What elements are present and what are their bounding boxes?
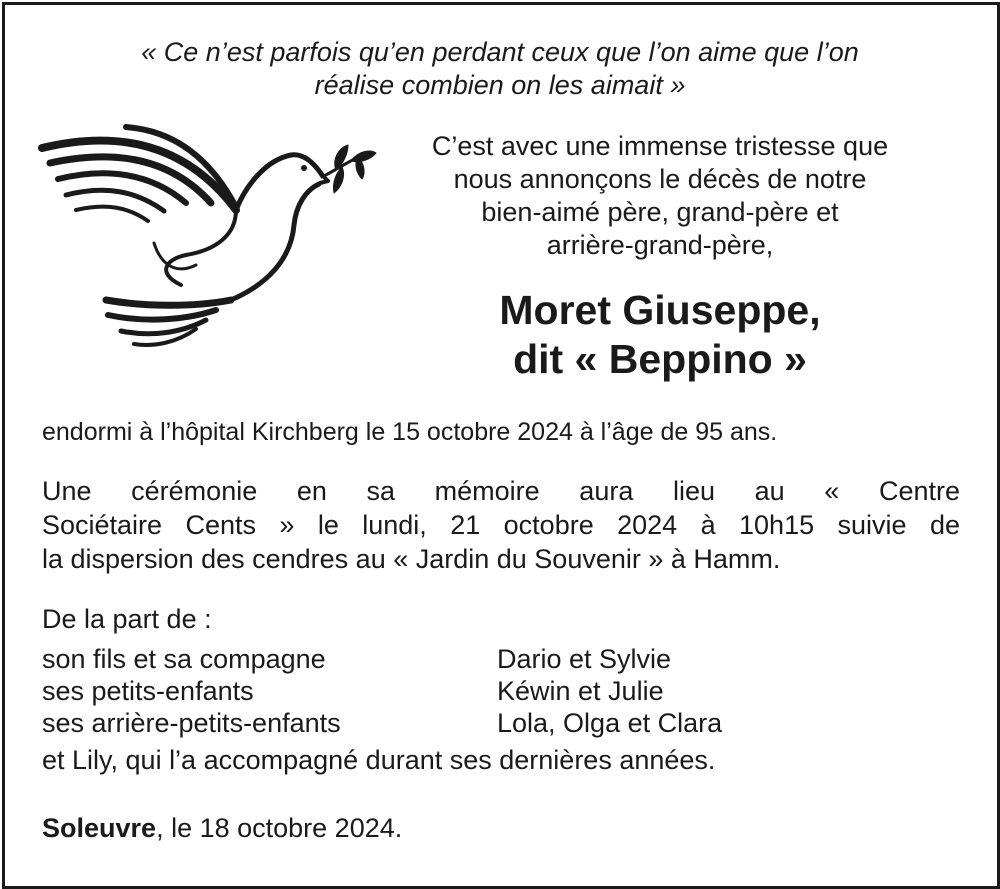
ceremony-line-1: Une cérémonie en sa mémoire aura lieu au « Centre (42, 476, 960, 506)
dove-icon (36, 115, 381, 360)
signoff-date: , le 18 octobre 2024. (156, 813, 403, 843)
family-relation: son fils et sa compagne (42, 644, 326, 674)
family-names: Kéwin et Julie (497, 676, 664, 706)
family-relation: ses petits-enfants (42, 676, 254, 706)
announcement-text (380, 130, 940, 262)
announcement-line-2: nous annonçons le décès de notre (453, 164, 867, 194)
epigraph-quote (0, 36, 1000, 102)
signoff (42, 812, 402, 844)
announcement-line-4: arrière-grand-père, (546, 230, 774, 260)
family-extra: et Lily, qui l’a accompagné durant ses dernières années. (42, 745, 716, 775)
ceremony-line-2: Sociétaire Cents » le lundi, 21 octobre 2024 à 10h15 suivie de (42, 510, 960, 540)
ceremony-line-3: la dispersion des cendres au « Jardin du Souvenir » à Hamm. (42, 544, 781, 574)
family-names: Lola, Olga et Clara (497, 708, 723, 738)
deceased-name-block (380, 286, 940, 384)
quote-line-2: réalise combien on les aimait » (314, 70, 686, 100)
family-names: Dario et Sylvie (497, 644, 672, 674)
quote-line-1: « Ce n’est parfois qu’en perdant ceux que l’on aime que l’on (141, 37, 859, 67)
deceased-nickname: dit « Beppino » (513, 336, 807, 382)
ceremony-details (42, 474, 960, 576)
family-heading: De la part de : (42, 604, 212, 634)
announcement-line-3: bien-aimé père, grand-père et (481, 197, 839, 227)
family-relation: ses arrière-petits-enfants (42, 708, 341, 738)
death-notice: endormi à l’hôpital Kirchberg le 15 octobre 2024 à l’âge de 95 ans. (42, 418, 778, 446)
deceased-name: Moret Giuseppe, (499, 287, 821, 333)
announcement-line-1: C’est avec une immense tristesse que (431, 131, 889, 161)
signoff-place: Soleuvre (42, 813, 157, 843)
